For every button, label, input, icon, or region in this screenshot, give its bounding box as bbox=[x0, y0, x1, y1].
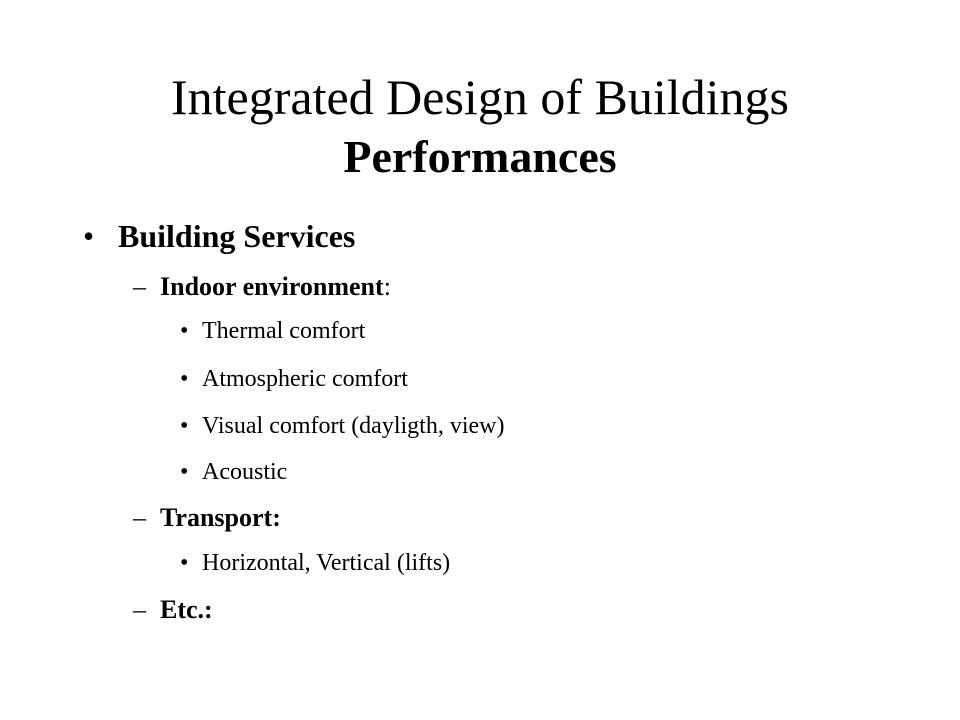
list-item bbox=[180, 413, 505, 440]
bullet-icon: • bbox=[180, 550, 189, 576]
list-item-text: Thermal comfort bbox=[202, 318, 366, 344]
section-label: Building Services bbox=[118, 218, 356, 254]
bullet-icon: • bbox=[180, 318, 189, 344]
list-item-text: Atmospheric comfort bbox=[202, 366, 408, 392]
section-building-services bbox=[83, 218, 356, 255]
list-item-text: Acoustic bbox=[202, 459, 288, 485]
subsection-label: Transport: bbox=[160, 503, 281, 532]
title-line-2: Performances bbox=[343, 131, 617, 182]
list-item-text: Visual comfort (dayligth, view) bbox=[202, 413, 505, 439]
list-item bbox=[180, 550, 451, 577]
subsection-indoor-environment bbox=[133, 272, 391, 302]
dash-icon: – bbox=[133, 272, 146, 301]
dash-icon: – bbox=[133, 595, 146, 624]
list-item bbox=[180, 459, 288, 486]
bullet-icon: • bbox=[180, 413, 189, 439]
subsection-transport bbox=[133, 503, 281, 533]
subsection-label: Etc.: bbox=[160, 595, 213, 624]
slide-title bbox=[0, 66, 960, 186]
dash-icon: – bbox=[133, 503, 146, 532]
title-line-1: Integrated Design of Buildings bbox=[171, 69, 789, 125]
subsection-suffix: : bbox=[383, 272, 391, 301]
bullet-icon: • bbox=[83, 218, 95, 254]
list-item bbox=[180, 366, 408, 393]
list-item-text: Horizontal, Vertical (lifts) bbox=[202, 550, 451, 576]
list-item bbox=[180, 318, 366, 345]
bullet-icon: • bbox=[180, 459, 189, 485]
bullet-icon: • bbox=[180, 366, 189, 392]
subsection-etc bbox=[133, 595, 213, 625]
subsection-label: Indoor environment bbox=[160, 272, 384, 301]
